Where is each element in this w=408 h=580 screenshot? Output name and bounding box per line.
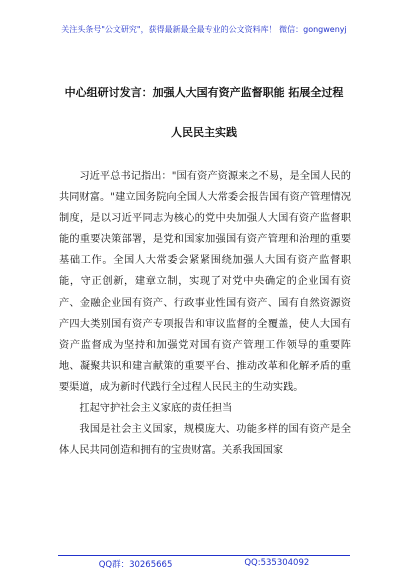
body-paragraph: 习近平总书记指出："国有资产资源来之不易，是全国人民的共同财富。"建立国务院向全国人大常委会报告国有资产管理情况制度，是以习近平同志为核心的党中央加强人大国有资产监督职能的重要决策部署，是党和国家加强国有资产管理和治理的重要基础工作。全国人大常委会紧紧围绕加强人大国有资产监督职能，守正创新，建章立制，实现了对党中央确定的企业国有资产、金融企业国有资产、行政事业性国有资产、国有自然资源资产四大类别国有资产专项报告和审议监督的全覆盖，使人大国有资产监督成为坚持和加强党对国有资产管理工作领导的重要阵地、凝聚共识和建言献策的重要平台、推动改革和化解矛盾的重要渠道，成为新时代践行全过程人民民主的生动实践。	[59, 171, 351, 393]
page-title-line-1: 中心组研讨发言：加强人大国有资产监督职能 拓展全过程	[64, 86, 344, 99]
section-heading: 扛起守护社会主义家底的责任担当	[79, 403, 233, 415]
document-body	[59, 166, 351, 461]
footer-divider	[58, 555, 350, 556]
qq-group-text: QQ群：30265665	[98, 560, 173, 570]
qq-contact-text: QQ:535304092	[244, 558, 310, 568]
body-paragraph: 我国是社会主义国家，规模庞大、功能多样的国有资产是全体人民共同创造和拥有的宝贵财富。关系我国国家	[59, 424, 351, 457]
page-title-line-2: 人民民主实践	[171, 126, 237, 139]
header-note: 关注头条号"公文研究"，获得最新最全最专业的公文资料库！ 微信：gongwenyj	[61, 25, 347, 34]
footer	[0, 558, 408, 570]
